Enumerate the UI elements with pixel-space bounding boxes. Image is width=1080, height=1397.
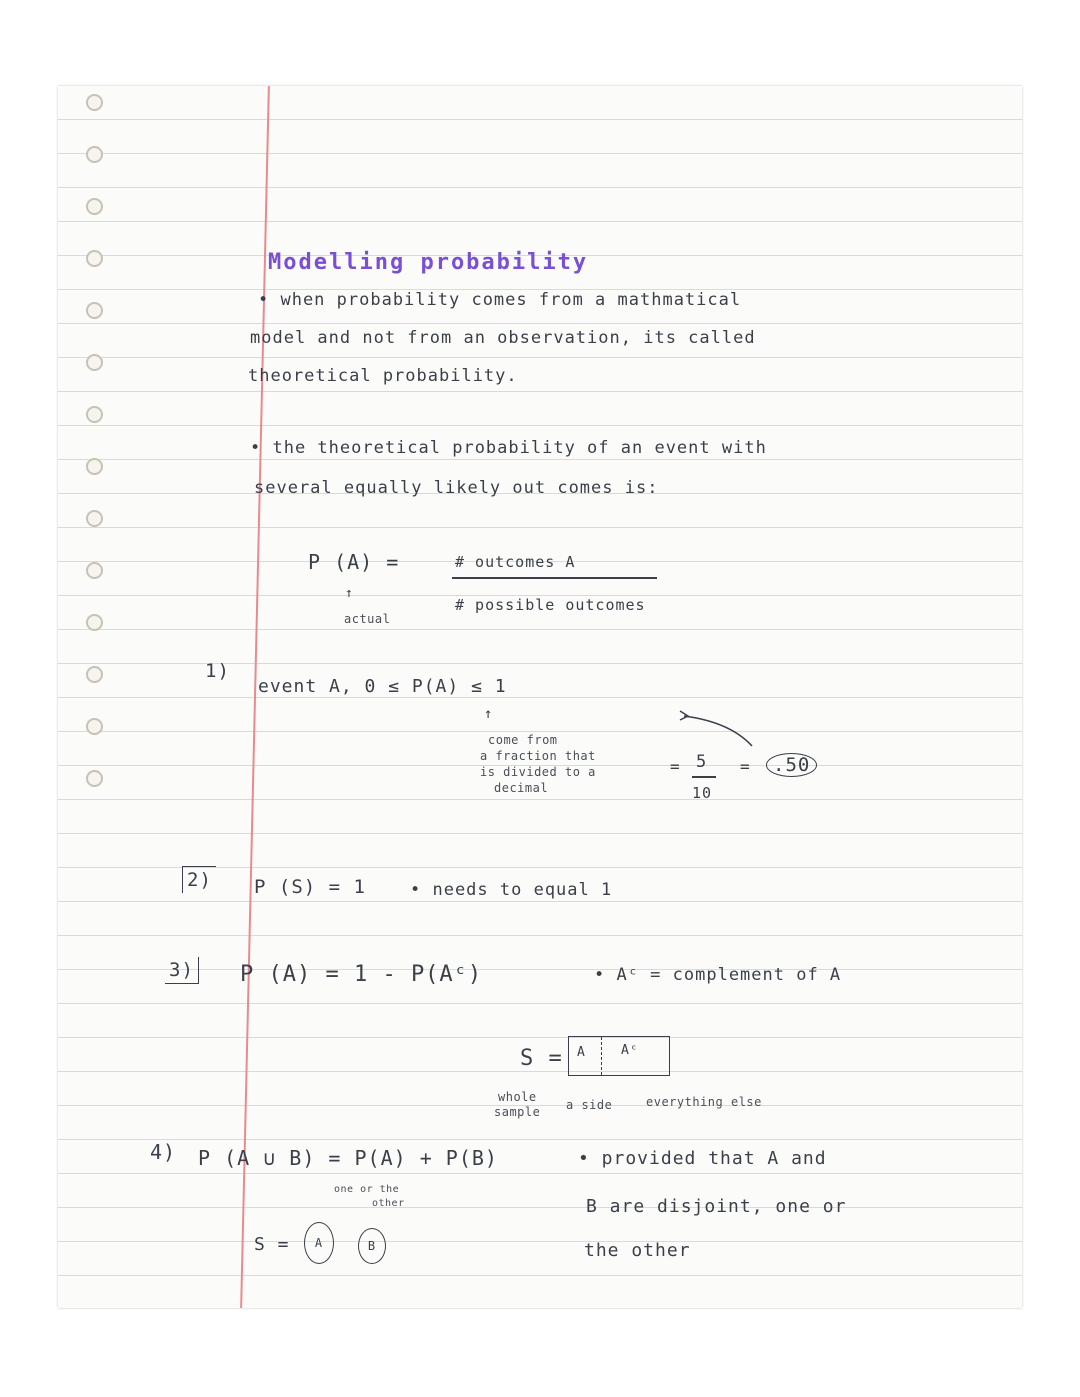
- rule1-note-line3: is divided to a: [480, 765, 596, 779]
- rule4-text: P (A ∪ B) = P(A) + P(B): [198, 1146, 498, 1170]
- sample-space-cell-a: A: [577, 1045, 586, 1060]
- formula-arrow: ↑: [345, 586, 354, 601]
- sample-space-else-label: everything else: [646, 1095, 762, 1109]
- rule1-number: 1): [205, 660, 230, 682]
- page-title: Modelling probability: [268, 250, 589, 275]
- formula-note: actual: [344, 612, 391, 626]
- bullet2-line1: • the theoretical probability of an event with: [250, 438, 767, 458]
- rule1-decimal: .50: [766, 753, 817, 777]
- rule2-number: 2): [182, 866, 216, 893]
- rule4-s-label: S =: [254, 1234, 290, 1255]
- rule3-note: • Aᶜ = complement of A: [594, 965, 842, 985]
- rule4-note-line1: • provided that A and: [578, 1148, 827, 1169]
- rule1-note-line1: come from: [488, 733, 558, 747]
- sample-space-whole-line1: whole: [498, 1090, 537, 1104]
- bullet2-line2: several equally likely out comes is:: [254, 478, 659, 498]
- bullet1-line3: theoretical probability.: [248, 366, 518, 386]
- bullet1-line1: • when probability comes from a mathmatical: [258, 290, 742, 310]
- rule1-text: event A, 0 ≤ P(A) ≤ 1: [258, 676, 507, 697]
- sample-space-side-label: a side: [566, 1098, 613, 1112]
- formula-denominator: # possible outcomes: [455, 596, 646, 614]
- rule4-one-or-line1: one or the: [334, 1184, 400, 1195]
- rule1-equals2: =: [740, 757, 751, 776]
- rule4-number: 4): [150, 1140, 177, 1164]
- formula-numerator: # outcomes A: [455, 553, 576, 571]
- rule4-note-line3: the other: [584, 1240, 691, 1261]
- rule3-number: 3): [165, 957, 199, 984]
- bullet1-line2: model and not from an observation, its called: [250, 328, 756, 348]
- rule3-text: P (A) = 1 - P(Aᶜ): [240, 962, 483, 987]
- sample-space-label: S =: [520, 1046, 563, 1071]
- formula-lhs: P (A) =: [308, 550, 400, 574]
- sample-space-whole-line2: sample: [494, 1105, 541, 1119]
- rule1-fraction-num: 5: [696, 752, 708, 772]
- sample-space-cell-ac: Aᶜ: [621, 1043, 639, 1058]
- rule1-equals1: =: [670, 757, 681, 776]
- rule1-note-line2: a fraction that: [480, 749, 596, 763]
- rule4-circle-a: A: [304, 1222, 334, 1264]
- rule1-fraction-den: 10: [692, 784, 713, 802]
- rule4-one-or-line2: other: [372, 1198, 405, 1209]
- rule2-note: • needs to equal 1: [410, 880, 613, 900]
- rule1-note-line4: decimal: [494, 781, 549, 795]
- sample-space-box: [568, 1036, 670, 1076]
- rule4-circle-b: B: [358, 1228, 386, 1264]
- rule2-text: P (S) = 1: [254, 876, 366, 898]
- rule1-arrow: ↑: [484, 706, 494, 722]
- rule4-note-line2: B are disjoint, one or: [586, 1196, 847, 1217]
